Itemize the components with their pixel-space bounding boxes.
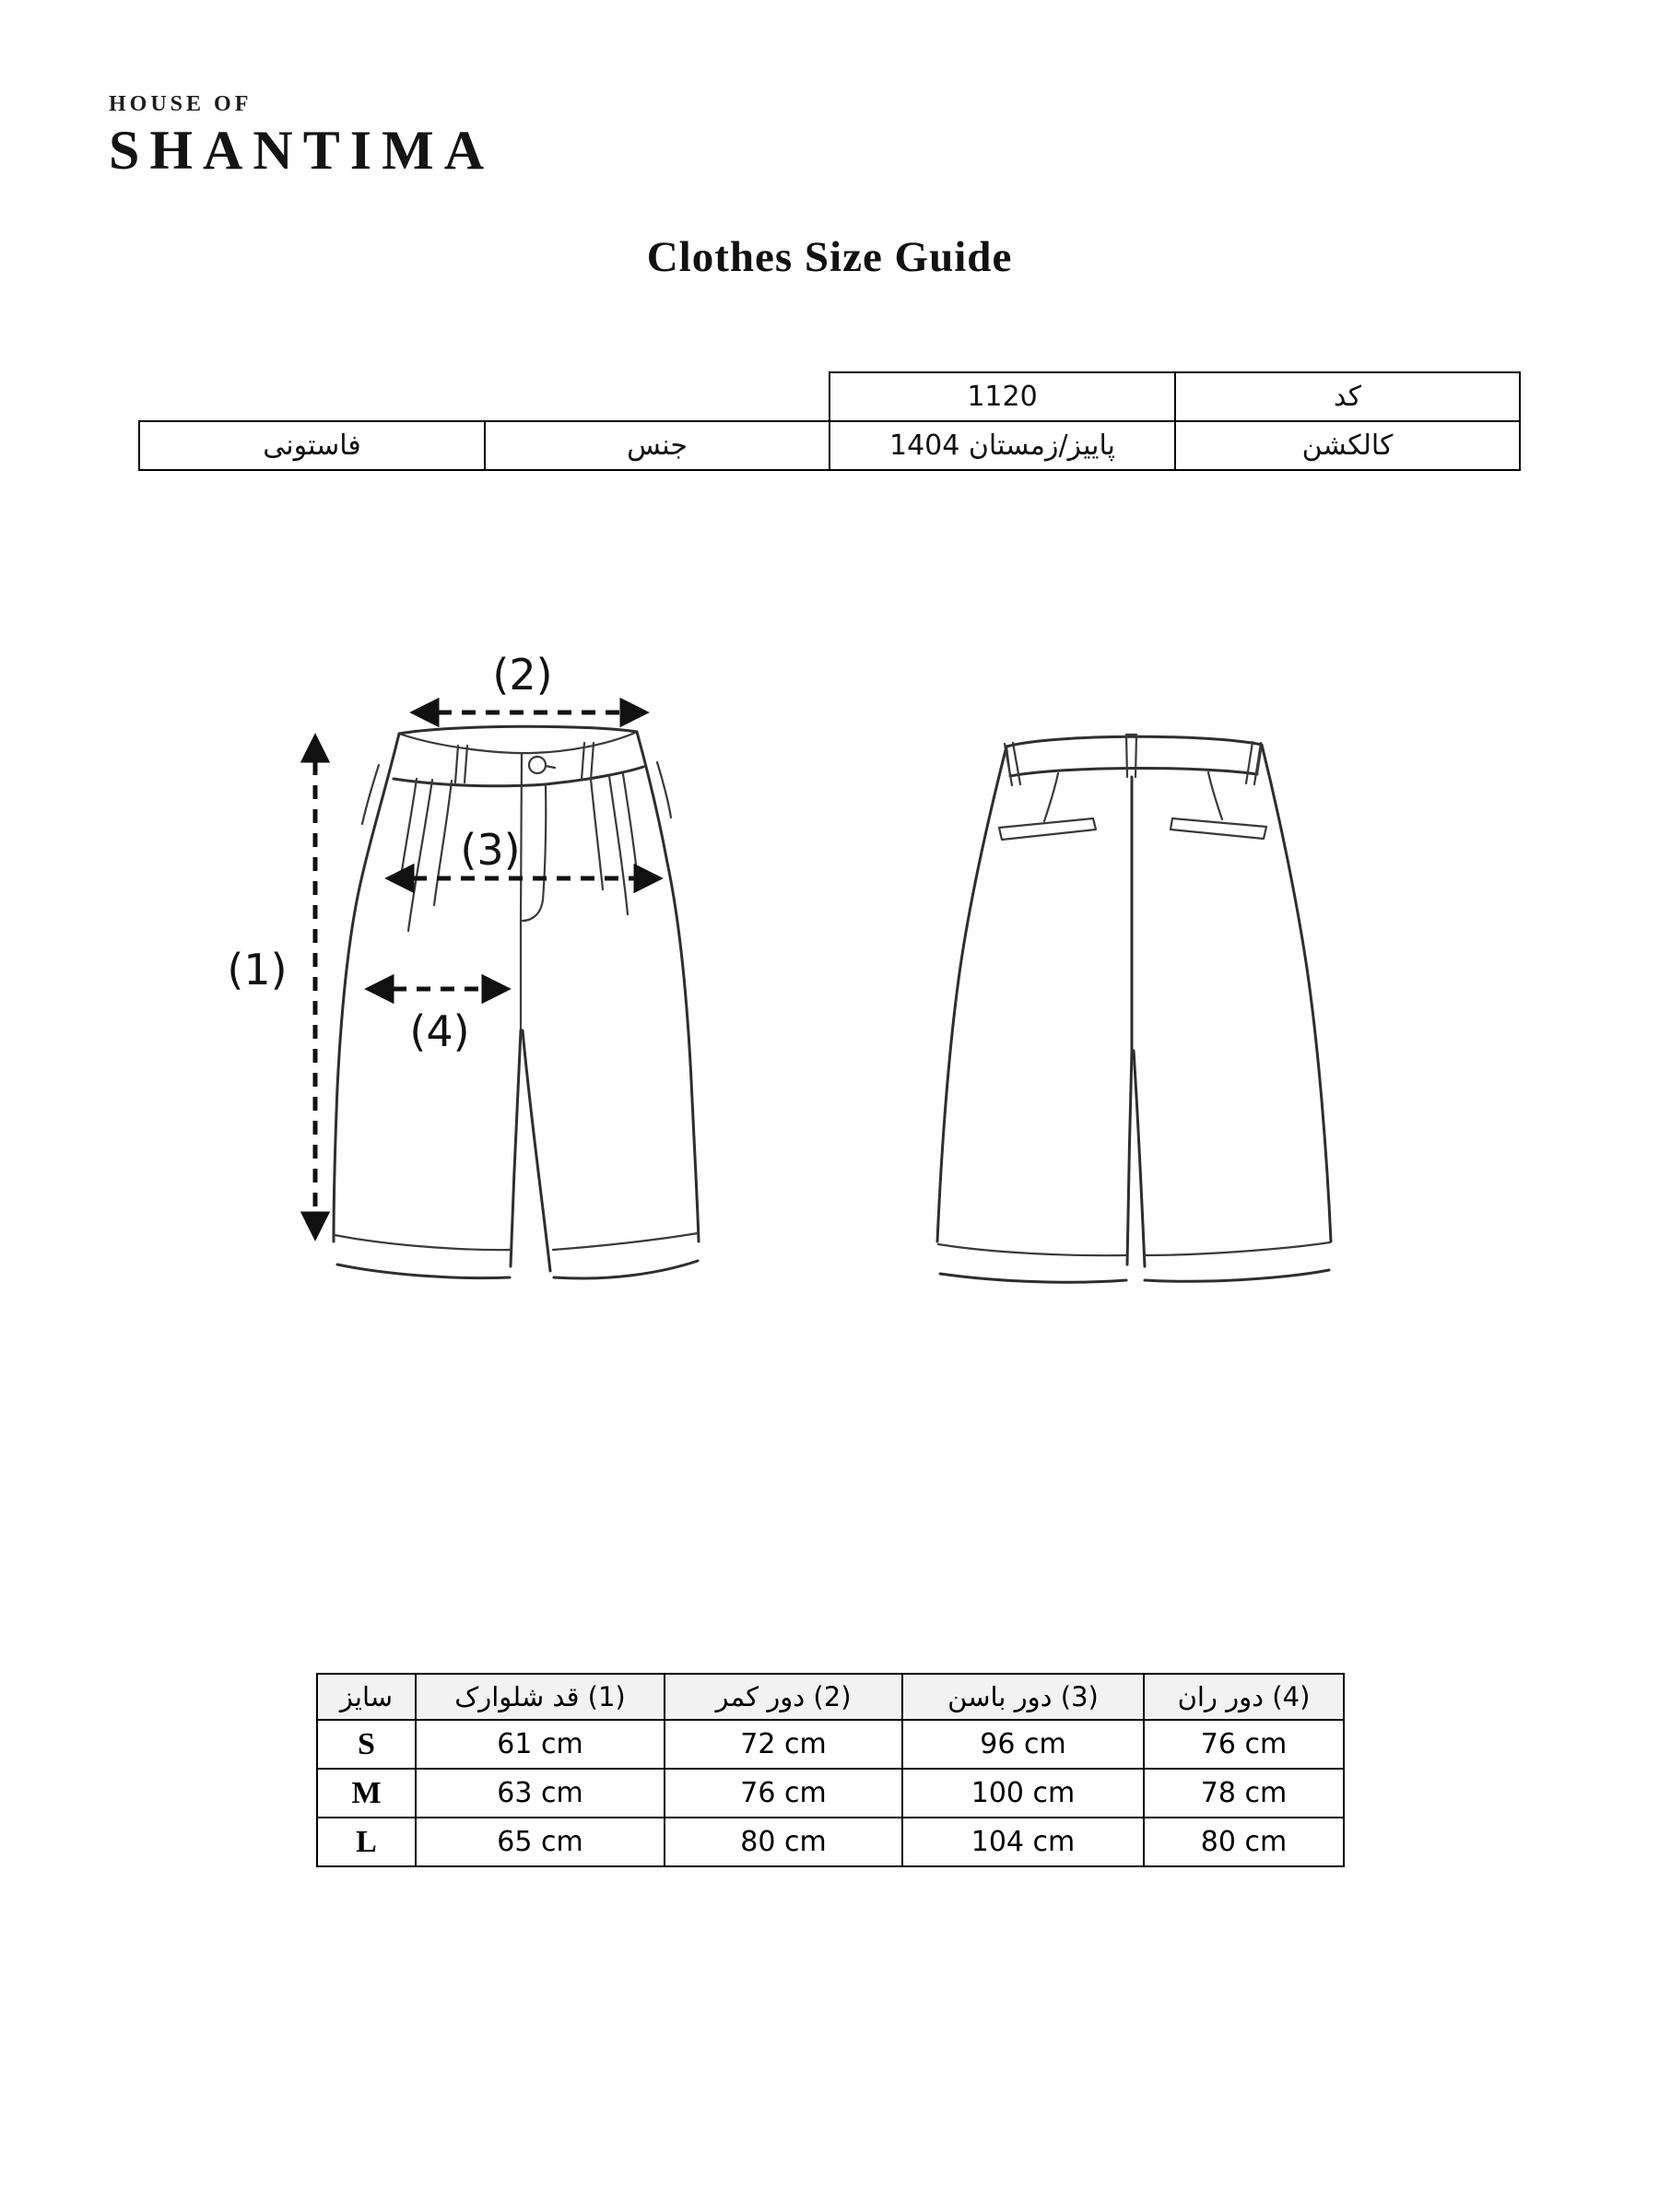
info-code-value: 1120 (830, 372, 1175, 421)
size-cell-value: 100 cm (902, 1769, 1144, 1818)
header-thigh: (4) دور ران (1144, 1674, 1344, 1720)
size-cell-value: 104 cm (902, 1818, 1144, 1866)
size-cell-value: 96 cm (902, 1720, 1144, 1769)
product-info-table (138, 371, 1521, 471)
size-cell-letter: S (317, 1720, 416, 1769)
size-row-s (317, 1720, 1344, 1769)
size-cell-letter: M (317, 1769, 416, 1818)
size-cell-value: 63 cm (416, 1769, 665, 1818)
brand-logo (109, 92, 495, 181)
header-size: سایز (317, 1674, 416, 1720)
info-row-details (139, 421, 1520, 470)
size-cell-value: 76 cm (1144, 1720, 1344, 1769)
brand-name: SHANTIMA (109, 120, 495, 181)
size-row-l (317, 1818, 1344, 1866)
dim-label-4: (4) (409, 1006, 470, 1056)
dim-label-3: (3) (460, 825, 521, 875)
size-cell-value: 80 cm (1144, 1818, 1344, 1866)
info-material-value: فاستونی (139, 421, 485, 470)
size-table-header-row (317, 1674, 1344, 1720)
shorts-back-view (937, 735, 1331, 1282)
info-code-label: کد (1175, 372, 1520, 421)
shorts-diagram (0, 599, 1659, 1346)
size-cell-value: 72 cm (665, 1720, 902, 1769)
size-table (316, 1673, 1345, 1867)
dim-label-2: (2) (492, 650, 553, 700)
size-cell-value: 80 cm (665, 1818, 902, 1866)
header-hip: (3) دور باسن (902, 1674, 1144, 1720)
info-empty-cell (485, 372, 830, 421)
size-cell-value: 78 cm (1144, 1769, 1344, 1818)
info-empty-cell (139, 372, 485, 421)
header-shorts-length: (1) قد شلوارک (416, 1674, 665, 1720)
size-cell-value: 61 cm (416, 1720, 665, 1769)
size-cell-letter: L (317, 1818, 416, 1866)
size-row-m (317, 1769, 1344, 1818)
size-cell-value: 65 cm (416, 1818, 665, 1866)
header-waist: (2) دور کمر (665, 1674, 902, 1720)
info-row-code (139, 372, 1520, 421)
measurement-arrows (227, 650, 659, 1237)
info-collection-label: کالکشن (1175, 421, 1520, 470)
info-collection-value: پاییز/زمستان 1404 (830, 421, 1175, 470)
shorts-front-view (334, 726, 699, 1278)
size-cell-value: 76 cm (665, 1769, 902, 1818)
brand-house-of: HOUSE OF (109, 92, 253, 116)
page-title: Clothes Size Guide (646, 233, 1013, 281)
dim-label-1: (1) (227, 945, 288, 994)
info-material-label: جنس (485, 421, 830, 470)
